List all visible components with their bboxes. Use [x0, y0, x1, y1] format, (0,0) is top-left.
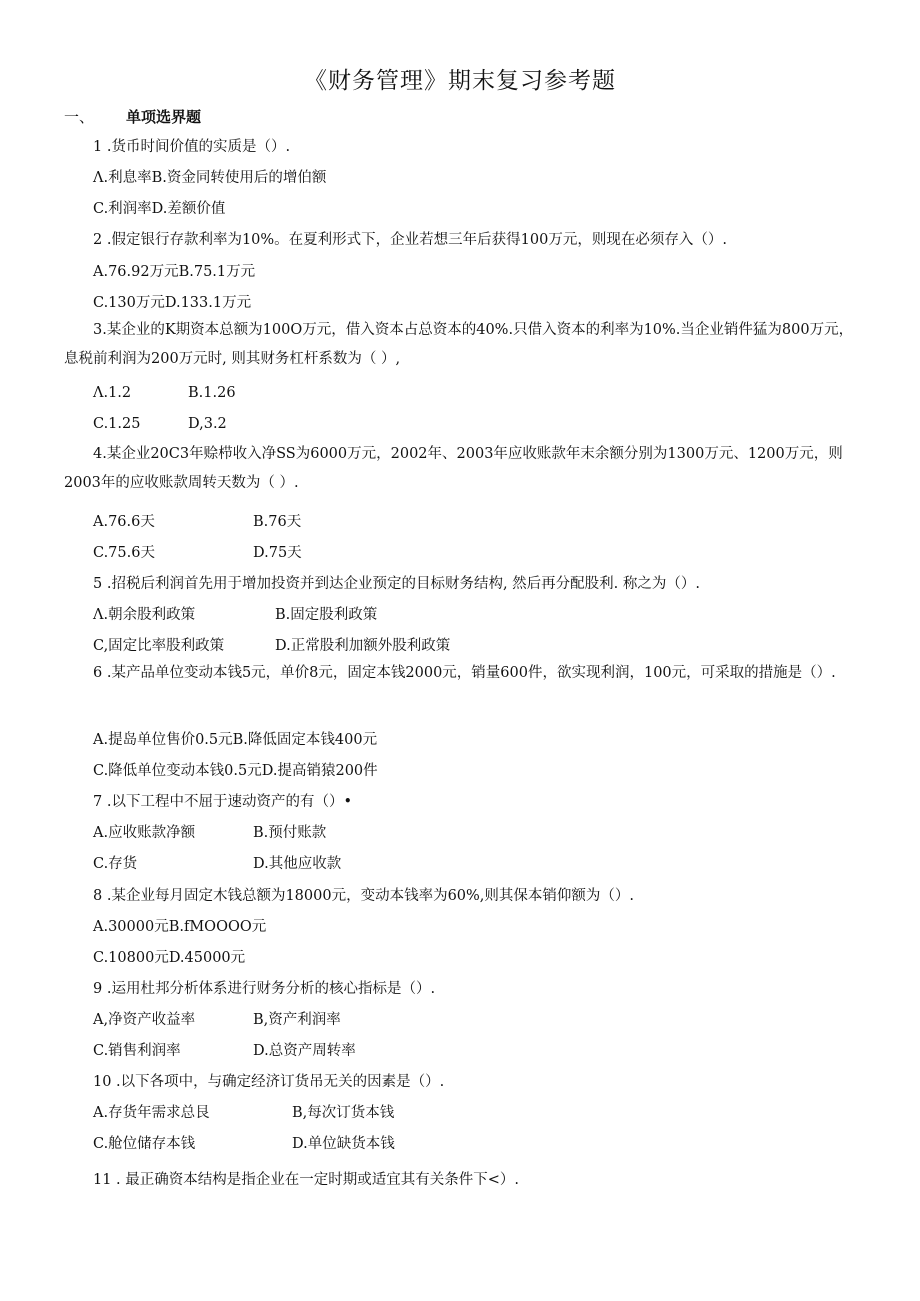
- question-1: 1 .货币时间价值的实质是（）.: [93, 139, 291, 155]
- question-7: 7 .以下工程中不屈于速动资产的有（）•: [93, 794, 352, 810]
- question-5-option-a: Λ.朝余股利政策: [93, 607, 196, 623]
- question-9-option-d: D.总资产周转率: [253, 1043, 356, 1059]
- question-2: 2 .假定银行存款利率为10%。在夏利形式下，企业若想三年后获得100万元，则现在必须存入（）.: [93, 232, 727, 248]
- question-8: 8 .某企业每月固定木钱总额为18000元，变动本钱率为60%,则其保本销仰额为（）.: [93, 888, 635, 904]
- question-11: 11 . 最正确资本结构是指企业在一定时期或适宜其有关条件下<）.: [93, 1172, 520, 1188]
- question-7-option-a: A.应收账款净额: [93, 825, 196, 841]
- section-number: 一、: [64, 108, 95, 126]
- question-7-option-d: D.其他应收款: [253, 856, 342, 872]
- question-9-option-a: A,净资产收益率: [93, 1012, 196, 1028]
- question-10-option-b: B,每次订货本钱: [292, 1105, 395, 1121]
- question-6-options-ab: A.提岛单位售价0.5元B.降低固定本钱400元: [93, 732, 378, 748]
- question-8-options-cd: C.10800元D.45000元: [93, 950, 246, 966]
- question-10: 10 .以下各项中，与确定经济订货吊无关的因素是（）.: [93, 1074, 445, 1090]
- question-8-options-ab: A.30000元B.fMOOOO元: [93, 919, 267, 935]
- question-3-option-b: B.1.26: [188, 385, 236, 401]
- question-5-option-b: B.固定股利政策: [275, 607, 378, 623]
- section-heading: [64, 106, 201, 127]
- section-label: 单项选界题: [126, 108, 202, 126]
- question-6: 6 .某产品单位变动本钱5元，单价8元，固定本钱2000元，销量600件，欲实现利润，100元，可采取的措施是（）.: [93, 665, 836, 681]
- question-3-option-c: C.1.25: [93, 416, 141, 432]
- question-1-options-ab: Λ.利息率B.资金同转使用后的增伯额: [93, 170, 327, 186]
- page-title: 《财务管理》期末复习参考题: [304, 68, 616, 94]
- question-3: 3.某企业的K期资本总额为100O万元，借入资本占总资本的40%.只借入资本的利率为10%.当企业销件猛为800万元，息税前利润为200万元时, 则其财务杠杆系数为（ ）,: [64, 322, 854, 367]
- question-5-option-d: D.正常股利加额外股利政策: [275, 638, 451, 654]
- question-2-options-ab: A.76.92万元B.75.1万元: [93, 264, 256, 280]
- question-10-option-a: A.存货年需求总艮: [93, 1105, 210, 1121]
- question-4-option-b: B.76天: [253, 514, 302, 530]
- question-3-option-d: D,3.2: [188, 416, 227, 432]
- question-4-option-d: D.75天: [253, 545, 302, 561]
- question-7-option-b: B.预付账款: [253, 825, 327, 841]
- question-7-option-c: C.存货: [93, 856, 138, 872]
- question-1-options-cd: C.利润率D.差额价值: [93, 201, 226, 217]
- question-9-option-b: B,资产利润率: [253, 1012, 341, 1028]
- question-9: 9 .运用杜邦分析体系进行财务分析的核心指标是（）.: [93, 981, 436, 997]
- question-4-option-c: C.75.6天: [93, 545, 155, 561]
- question-9-option-c: C.销售利润率: [93, 1043, 181, 1059]
- question-3-option-a: Λ.1.2: [93, 385, 132, 401]
- question-4-option-a: A.76.6天: [93, 514, 155, 530]
- question-2-options-cd: C.130万元D.133.1万元: [93, 295, 252, 311]
- question-10-option-d: D.单位缺货本钱: [292, 1136, 395, 1152]
- question-6-options-cd: C.降低单位变动本钱0.5元D.提高销猿200件: [93, 763, 378, 779]
- question-10-option-c: C.舱位储存本钱: [93, 1136, 196, 1152]
- question-4: 4.某企业20C3年赊栉收入净SS为6000万元，2002年、2003年应收账款年末余额分别为1300万元、1200万元，则2003年的应收账款周转天数为（ ）.: [64, 446, 843, 491]
- question-5-option-c: C,固定比率股利政策: [93, 638, 225, 654]
- question-5: 5 .招税后利润首先用于增加投资并到达企业预定的目标财务结构, 然后再分配股利. 称之为（）.: [93, 576, 700, 592]
